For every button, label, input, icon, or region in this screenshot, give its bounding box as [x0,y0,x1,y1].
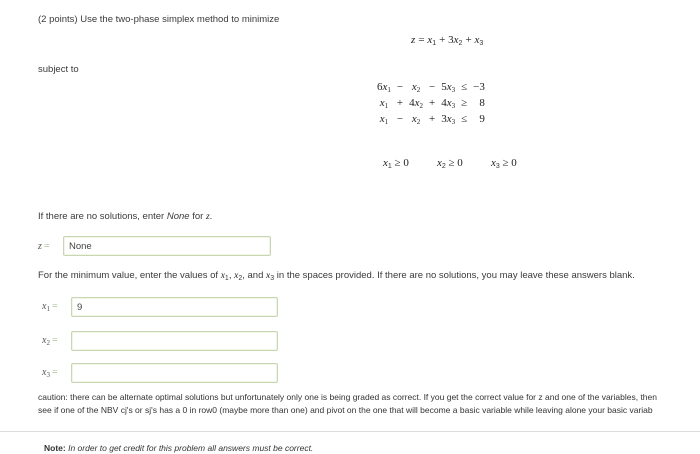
x2-answer-input[interactable] [71,331,278,351]
nonneg-x1: $x_1 \ge 0$ [383,157,409,170]
min-value-instruction: For the minimum value, enter the values of $x_1$, $x_2$, and $x_3$ in the spaces provided. If there are no solutions, you may leave these answers blank. [38,270,635,282]
term-1: $x_1$ [379,112,389,126]
operator-1: − [396,81,404,93]
term-2: $x_2$ [411,80,421,94]
nonneg-x2: $x_2 \ge 0$ [436,157,463,170]
subject-to-label: subject to [38,64,79,75]
rhs-value: −3 [473,81,485,93]
no-solution-instruction: If there are no solutions, enter None for z. [38,211,213,222]
term-3: $4x_3$ [441,96,456,110]
divider [0,431,700,432]
operator-2: + [429,113,436,125]
relation: ≤ [461,113,468,125]
relation: ≤ [461,81,468,93]
caution-line-2: see if one of the NBV cj's or sj's has a 0 in row0 (maybe more than one) and pivot on the one that will become a basic variable while leaving alone your basic variab [38,405,653,415]
credit-note: Note: In order to get credit for this problem all answers must be correct. [44,443,314,453]
rhs-value: 8 [479,97,485,109]
objective-function: $z = x_1 + 3x_2 + x_3$ [411,34,484,47]
x3-answer-input[interactable] [71,363,278,383]
constraint-row [374,111,488,127]
operator-1: − [396,113,404,125]
relation: ≥ [461,97,468,109]
nonneg-x3: $x_3 \ge 0$ [490,157,517,170]
rhs-value: 9 [479,113,485,125]
term-3: $5x_3$ [441,80,456,94]
term-1: $6x_1$ [377,80,391,94]
problem-prompt: (2 points) Use the two-phase simplex method to minimize [38,14,280,25]
caution-line-1: caution: there can be alternate optimal solutions but unfortunately only one is being graded as correct. If you get the correct value for z and one of the variables, then [38,392,657,402]
nonnegativity-constraints [383,157,517,170]
term-1: $x_1$ [379,96,389,110]
term-3: $3x_3$ [441,112,456,126]
x1-answer-label: $x_1$ = [42,301,58,313]
operator-1: + [396,97,404,109]
z-answer-label: z = [38,241,50,252]
operator-2: − [429,81,436,93]
term-2: $4x_2$ [409,96,423,110]
x2-answer-label: $x_2$ = [42,335,58,347]
term-2: $x_2$ [411,112,421,126]
z-answer-input[interactable]: None [63,236,271,256]
constraint-row [374,79,488,95]
operator-2: + [429,97,436,109]
x3-answer-label: $x_3$ = [42,367,58,379]
constraint-row [374,95,488,111]
constraints-table [374,79,488,127]
x1-answer-input[interactable]: 9 [71,297,278,317]
